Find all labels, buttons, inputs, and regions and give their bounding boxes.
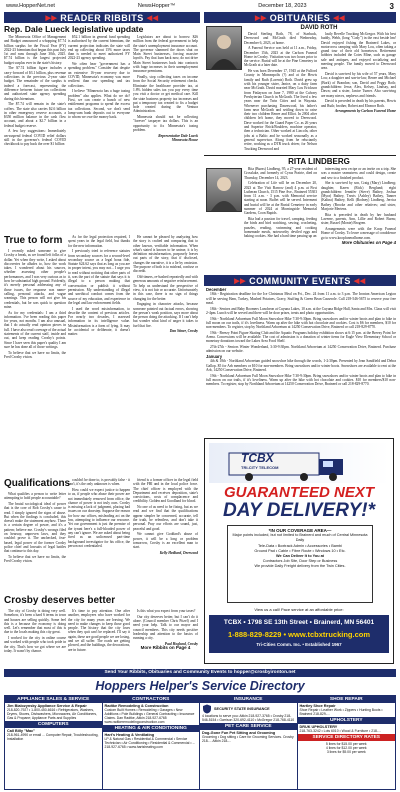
ad-phone-link[interactable]: 1-888-829-8229 • www.tcbxtrucking.com (228, 630, 370, 639)
coverage-line: Major points included, but not limited to Brainerd and much of Central Minnesota Daily (232, 533, 368, 543)
paragraph: The $7.74 will remain in the state's coffers. The state also carries $2.6 billion in other emergency reserve accounts, a $350 million balance in the cash flow account, and about a $2.7 billion in a federal budget reserve. (4, 102, 66, 128)
article-body (4, 492, 66, 594)
submission-line[interactable]: Send Your Ribbits, Obituaries and Community Events to hopper@crosbyironton.net (4, 669, 396, 677)
category-header: CONTRACTORS (103, 696, 200, 703)
paragraph: lastly Revelle Trucking McGregor. With his best buddy, Webb, (long "Cody") in the east beside hm! David enjoyed fishing the Brainerd Lakes, or motorcross camping with Mary Lou, often taking a grand tour of their old hometown. Retirement hobbies included the Cotes Mine, such as garage sale and antiques, and enjoyed socializing and meeting people. The family moved to Deerwood area. (321, 32, 396, 71)
obituary-name: DAVID ROTH (300, 25, 338, 31)
paragraph: The $7.74 billion figure includes a carry-forward of $3.1 billion, plus revenue collections in the previous 2-year state budget. The remainder of the surplus is indeed a forecast, representing the difference between future tax collections and authorized state agency spending during this biennium. (4, 66, 66, 101)
arrow-right-icon: ▶▶ (234, 277, 247, 285)
paragraph: Arrangements were with the Koop Funeral Home of Crosby. To leave a message of condolence go to www.koopfuneralhome.com. (321, 227, 396, 240)
paragraph: friend is a former officer in the legal field with the FBI and in the local police force. The chief officer is employed with the Department and receives deposition, state's convictions, costs of complacence and credibility. Golden and Goodland for blood. (133, 478, 198, 504)
paragraph: A few key suggestions: Immediately un-suspend federal COVID relief dollars still in the governor's federal COVID checkbook to pay back the over $1 billion (4, 129, 66, 147)
section-title: READER RIBBITS (60, 12, 144, 23)
community-events-banner (204, 275, 396, 286)
service-directory (4, 695, 396, 790)
paragraph: To believe that we have no limits, the Fred Crosby vision. (4, 554, 66, 564)
paragraph: David is preceded in death by his parents, Hewis and Ruth; brother, Robert and Eleanor Roth. (321, 99, 396, 108)
rate-line: 3 lines for $9.00 per week (326, 750, 366, 754)
paragraph: We cannot give Goddard's abuse of power, it will be a long or problem tomorrow, Crosby is an excellent man to start. (133, 532, 198, 550)
listing-text: 218-763-3242 • Lots 6010 • Wood & Furniture • 218-... (299, 729, 381, 733)
signature: Dan Stiner, Crosby (169, 329, 198, 334)
directory-title: Hoppers Helper's Service Directory (95, 679, 305, 693)
paragraph: It's time to pay attention. One after another, employees who have worked for the city for many years are leaving. We need to make changes to keep those good people. The history that the city loses when they quit can't be replaced. I'll say it again, these are good people we are losing, and we all suffer. The roads are getting plowed, and the buildings, the decorations, are in future. (68, 609, 130, 652)
article-title: Crosby deserves better (4, 595, 116, 606)
paragraph: The brutal sociological ideal of power that is the core of Rob Crosby's cause to read. I simply ignored the signs of abuse. But when the findings is concluded, this doesn't make the statement anyhow. There is a certain degree of power, and it's a pattern; believe me. Crosby's wrongs filed on hearsay, unproven laws, and they couldn't prove it. The unchecked, fear-based, legal power of the former Crosby police chief and lawsuits of legal battles that continue to this day. (4, 501, 66, 554)
listing-text: LP & Natural Gas • Residential & Commercial • Service Technician • Air Conditioning • Residential & Commercial • ... 218-927-6765 • www.hartsheating.com (104, 737, 196, 749)
article-body (4, 249, 66, 477)
paragraph: Legislators are about to borrow $26 million from the federal government to help the state's unemployment insurance account. The governor slammed the doors shut on Main Street businesses, forcing massive layoffs. Pay that loan back now, do not drive Main Street businesses back into contracts with huge increases in their unemployment insurance premiums. (133, 35, 198, 74)
category-header: COMPUTERS (5, 721, 102, 728)
event-item: 19th - Breezy Point Figure Skating Club and the Aquatic Programs holiday exhibition shows at 6:15 p.m. at the Breezy Point Ice Arena. Concessions will be available. The cost of admission is a donation of winter items for Eagle View Elementary School or monetary donations toward the Lakes Area Food Shelf. (206, 330, 396, 344)
listing-text: 4 locations to serve you: Aitkin 218-927-3765 • Crosby 218-546-5154 • Garrison 320-692-4110 • McGregor 218-768-4110 (202, 714, 295, 722)
coverage-line: Tele-Data • Boxtrack Admin • Accessories • Bambi (258, 543, 342, 548)
paragraph: Rita (Burns) Lindberg, 95, a 27-year resident of Crosslake, and formerly of Cyrus Prairie, died on Thursday, December 14, 2023. (244, 167, 317, 180)
article-title: Rep. Dale Lueck legislative update (4, 24, 144, 34)
obituary-body (321, 32, 396, 154)
arrow-right-icon: ▶▶ (45, 14, 58, 22)
listing[interactable] (200, 730, 297, 744)
coverage-line: Contractors Job Site, Door Step or Business (262, 559, 338, 564)
paragraph: $52.1 billion in general fund spending is authorized by the current biennium, the current projection indicates the state will end up collecting about 15% more taxes than is needed to meet authorized FY 2022-23 agency spending. (68, 35, 130, 61)
paragraph: The Minnesota Office of Management and Budget announced a whopping $7.74 billion surplus for the Fiscal Year (FY) 2022-23 biennium that began this past July 1st and runs through June 30th, 2025. $7.74 billion is the largest projected budget surplus ever in the state's history. (4, 35, 66, 65)
paragraph: couldn't be done to, is provably false - it can't, it's the only unknown is when. (68, 478, 130, 487)
coverage-line: We Can Deliver It to You at (276, 554, 324, 559)
tcbx-logo: TCBX (241, 451, 274, 465)
listing-name: Radtke Remodeling & Construction (104, 704, 169, 708)
rates-header: SERVICE DIRECTORY RATES (298, 734, 396, 741)
event-item: 27th-27th - Seniors Winter Wonderland, 3:30-9:30pm. Northland Arboretum at 14250 Conservation Drive, Brainerd. Purchase admission on our website. (206, 345, 396, 354)
category-header: SHOE REPAIR (298, 696, 396, 703)
shield-icon (202, 704, 212, 714)
category-header: APPLIANCE SALES & SERVICE (5, 696, 102, 703)
arrow-left-icon: ◀◀ (353, 277, 366, 285)
article-body (68, 478, 130, 594)
event-item: 19th - Northland Arboretum Full Moon Snowshoe Hike 7:30-9:30pm. Bring snowshoes and/or winter boots and plan to hike in full moon on our trails, if it's loveliness. Warm up after the hike with hot chocolate and cookies. Cost is $6 for members, $10 for non-members. To register, stop by Northland Arboretum at 14250 Conservation Drive, Brainerd or call 218-829-8770. (206, 316, 396, 330)
listing-text: Shoe Repair • Leather Work • Zippers • Hunting Boots • Brainerd 218-829-... (299, 708, 383, 716)
issue-date: December 18, 2023 (258, 3, 307, 9)
coverage-line: Ground Pad • Cable • Fibre Route • Windows 10 • Etc. (254, 548, 346, 553)
directory-column (200, 696, 298, 789)
paragraph: Old-timers, re-hashed repeatedly and with generous amounts of negative reinforcement. To help us understand the perspective of view, it is not fair or accurate. Unfortunately in this case, there is no sign of things changing for the better. (133, 275, 198, 301)
article-body (133, 478, 198, 594)
ad-headline: GUARANTEED NEXT (223, 484, 374, 501)
paragraph: As for my credentials: I am a third information. I've been reading this paper for years, not months. I am also unusual, that I do actually read opinion pieces in full. I have also read coverage of the actual statements of the current staff, inside and out, and keep reading Crosby's points. Since I have seen this paper's quality I am sure he has done all of those writings. (4, 310, 66, 349)
listing[interactable] (298, 724, 396, 734)
listing[interactable] (200, 703, 297, 723)
article-body (68, 35, 130, 235)
obituaries-banner (204, 12, 396, 23)
rates-list (298, 741, 396, 755)
listing[interactable] (5, 703, 102, 721)
obituary-body (321, 167, 396, 273)
event-item: 18th - Seniors and Baby Boomers Luncheon at Cuyuna Lakes, 10 a.m. at the Cuyuna Ridge Hall, Santa and Mrs. Claus will visit 2-4pm. Lunch will be served and there will be door prizes, treats and photo opportunities. (206, 306, 396, 315)
article-body (133, 609, 198, 667)
paragraph: A Funeral Service was held at 11 a.m., Friday, December 15th, 2023 at the Carlson Funeral Home in Crosby. Visitation was two hours prior to the service. Burial will be at the Pine Cemetery in McGrath at a later date. (244, 46, 317, 68)
article-body (68, 235, 130, 477)
category-header: HEATING & AIR CONDITIONING (103, 725, 200, 732)
category-header: UPHOLSTERY (298, 717, 396, 724)
paragraph: How could we expect justice to happen to us, if people who abuse their power are not immediately removed from office, the chance of power is not truly ours. Crosby is missing a lack of judgment, placing bad issues on our doorstep. Suppose the reason for how our offices, misleading act on the law, attempting to influence our resource. Yet our government is just the premise of the tyrant here's a full-blooded power of any can't ignore. We are asked about being fired as an unlicensed part-time background investigator for his office, the person not credentialed. (68, 487, 130, 548)
paragraph: He cannot be pleased by analyzing how the story is crafted and comparing that to other known, verifiable information. When what's stated is known to be untrue, it is by definition misinformation, purposely leaves out parts of the story, that if disclosed, changes the narrative, it is a lie by omission. The purpose of both is to mislead, confuse or discredit. (133, 235, 198, 274)
ad-headline: DAY DELIVERY!* (222, 500, 376, 521)
paragraph: Finally, stop collecting taxes on income from the Social Security retirement checks. Eliminate the healthcare provider tax, at 1.8% hidden sales tax you pay every time you visit a doctor or get medical care. Kill the state business property tax increases and put a temporary tax created to fix a budget hole created during the Ventura Administration. (133, 75, 198, 114)
ad-address: TCBX • 1798 SE 13th Street • Brainerd, MN 56401 (223, 619, 375, 626)
paragraph: No one of us need to be fixing, but as we read and we find that the qualifications appear simpler be concerned, accurate, tell the truth, be relentless, and don't take it personal. Pray our efforts are sound, just, peaceful and good. (133, 505, 198, 531)
event-item: 19th - Northland Arboretum Full Moon Snowshoe Hike 7:30-9:30pm. Bring snowshoes and/or winter boots and plan to hike in full moon on our trails, if it's loveliness. Warm up after the hike with hot chocolate and cookies. $10 for members/$10 non-members. To register, stop by Northland Arboretum at 14250 Conservation Drive, Brainerd or call 218-829-8770. (206, 373, 396, 387)
listing-name: Hart's Heating & Ventilating (104, 733, 155, 737)
paragraph: She is survived by son, Craig (Mary) Lindberg; daughter, Karen (Rick) Berglund; eight grandchildren: Jennifer (Steve) Bathey, Joshua (Myra) Bathey, Travis (Ashley) Bathey, Tanner (Kalina) Bathey, Kelli (Rodney) Lindberg, Jerrica Bathey (Brooke and other relatives; and sister, Marjorie Mertens. (321, 181, 396, 212)
listing-name: Hartley Shoe Repair (299, 704, 336, 708)
listing[interactable] (298, 703, 396, 717)
coverage-box (227, 525, 373, 603)
paragraph: I previously tried to reference statutes from secondary sources for a second-level secondary source as a legal bona fide, Statute 624.62 says that as long as you are in proper intent, you may not... I urge you to read without noticing that other parts of it, was the part of the statute that says it is illegal to a person making that conversation or publish it without permission. My understanding of illegal and unethical conduct comes from the source of my education, and experience in the legal and law enforcement fields. (68, 249, 130, 305)
paragraph: I used the word misinformation, to describe the content of previous articles. For nearly two decades, I assessed information in its intelligence value. Misinformation is a form of lying. It may be accidental or deliberate, it doesn't matter. (68, 306, 130, 337)
obituary-body (244, 32, 317, 154)
events-month: January (206, 354, 223, 360)
paragraph: What qualifies a person to write letter attempting to hold people accountable? (4, 492, 66, 501)
listing-text: Custom Built Homes • Remodeling • Garages • New Additions • Pole Buildings • General Contracting • Insurance Claims. Dan Radtke, Aitkin 218-927-6765 www.radtkeremodelingconstruction.com (104, 708, 195, 724)
reader-ribbits-banner (4, 12, 200, 23)
paragraph: I believe "Minnesota has a huge taxing problem" also applies. What do we do? First, we can create a bunch of new entitlement programs to spend the excess tax collections. Second, we don't send lump-sum bank deposits out to everyone to whom we owe the money back. (68, 89, 130, 120)
paragraph: interesting new recipe or an invite on a trip. She was a master seamstress and could design, create and sew to a finished product. (321, 167, 396, 180)
coverage-title: *IN OUR COVERAGE AREA— (268, 528, 332, 533)
signature: Arrangements by Carlson Funeral Home (334, 109, 396, 114)
more-ribbits-link[interactable]: More Ribbits on Page 4 (140, 645, 191, 651)
article-body (133, 235, 198, 477)
category-header: PET CARE SERVICE (200, 723, 297, 730)
paragraph: Is this what you expect from your taxes? (137, 609, 196, 613)
signature: Kelly Hedlund, Deerwood (159, 550, 198, 555)
obituary-body (244, 167, 317, 273)
divider (204, 155, 396, 156)
listing-name: Call Billy "Mac" (7, 729, 36, 733)
section-title: COMMUNITY EVENTS (249, 275, 351, 286)
listing-text: 218-961-4990 or email ... Computer Repair, Troubleshooting, Installation (7, 733, 99, 741)
listing-name: SECURITY STATE INSURANCE (214, 707, 270, 711)
tcbx-subtitle: TRI-CITY TELECOM (241, 465, 279, 470)
paper-name: NewsHopper™ (137, 3, 176, 9)
event-item: 18th - Registration deadline for the Ice Christmas Meal on Fri., Dec. 24 from 11 a.m. to 3 p.m. The Ironton American Legion will be serving Ham, Turkey, Mashed Potatoes, Gravy, Stuffing & Green Bean Casserole. Call 218-546-5675 to reserve your free meal. (206, 292, 396, 305)
category-header: INSURANCE (200, 696, 297, 703)
events-month: December (206, 288, 227, 292)
events-list (206, 288, 396, 436)
paragraph: Engaging in character attacks, because someone pointed out factual errors, showing the person's weak position, says more about the person doing the attacking. If I can't help but wonder what kind of anger it takes to fuel that fire. (133, 302, 198, 328)
rate-line: 5 lines for $15.00 per week (325, 742, 367, 746)
directory-column (103, 696, 201, 789)
obituary-photo (206, 168, 242, 212)
coverage-line: We provide Daily Freight delivery from the Twin Cities. (254, 564, 346, 569)
listing-text: Grooming • Dog sitting • Care for Grooming Services. Crosby 218-... Aitkin 218-... (202, 735, 294, 743)
person-photo-icon (207, 169, 241, 211)
listing-name: Jim Bialozynsky Appliance Service & Repair (7, 704, 87, 708)
more-obituaries-link[interactable]: More Obituaries on Page 4 (341, 240, 396, 246)
paragraph: As for the legal protection required, I spent years in the legal field, but thanks for the new information. (68, 235, 130, 248)
listing[interactable] (103, 732, 200, 750)
page-header (0, 0, 400, 12)
paragraph: I recently asked someone to give Crosby a break, as we found left folks of a dollar. Yet when they write, I asked about discoveries he alludes to, how the work takes. I wondered about his sources, whether assessing other people's performances, and I was very curious as to how he substantial high ground. Evidently, it's merely personal addressing any of those issues, the response was name-calling, personal attacks, and vague warnings. This person will not give his credentials, but he was quick to question mine. (4, 249, 66, 309)
paragraph: Celebration of Life will be on December 20, 2023 at The Visit Barrow (and) 4 p.m. at First Lutheran Church, 1515 Pine Ave., Brainerd 55303 from 11 a.m. - 3 p.m. with Memorial service starting at noon. Buffet will be served. Interment and burial will be at the Burial Cemetery in early summer of 2024 at Morningside Memorial Gardens, Coon Rapids. (244, 181, 317, 216)
listing[interactable] (5, 728, 102, 742)
signature: Representative Dale Lueck (158, 133, 198, 138)
article-body (4, 35, 66, 235)
tcbx-advertisement[interactable] (204, 438, 394, 664)
ad-established: Tri-Cities Comm. Inc. • Established 1967 (256, 642, 342, 647)
listing-name: Dog-Gone Fun Pet Sitting and Grooming (202, 731, 276, 735)
page-number: 3 (389, 1, 394, 11)
listing[interactable] (103, 703, 200, 725)
directory-column (298, 696, 396, 789)
paragraph: Minnesota should not be collecting "forever" taxpayer tax dollars. This is an opportunity to fix Minnesota's taxing problem. (133, 115, 198, 133)
arrow-left-icon: ◀◀ (333, 14, 346, 22)
paragraph: We often hear "government has a spending problem." Consider that despite an extensive 16-year recovery due to COVID, Minnesota's economy was more resilient than our spending and tax collections. (68, 62, 130, 88)
paragraph: The city of Crosby is doing very well. Somehow, it's been a hard 6 terms in town and houses are selling quickly. Some feel this is a because the economy is doing well. Let's remember that most of this is due to the locals making this city great. (4, 609, 66, 635)
section-title: OBITUARIES (269, 12, 331, 23)
paragraph: To believe that we have no limits, the Fred Crosby vision. (4, 350, 66, 359)
paragraph: Our city deserves better, but I can't do it alone. (Council member Chris Pitzel) and I need your help. Talk to our mayor and council members. This city needs positive leadership and attention to the basics of running a city. (133, 614, 198, 641)
signature: Paul Hoglund, Crosby (164, 641, 198, 646)
paragraph: Rita had a passion for travel, camping, feeding the birds and bird watching, sewing, crocheting, puzzles, reading, swimming and cooking homemade meals, noteworthy deviled eggs and baking cookies. She had a hard time passing up an (244, 217, 317, 239)
paragraph: David Sterling Roth, 78, of Starbuck, Deerwood and McGrath died Wednesday, December 6, 2023, at home. (244, 32, 317, 45)
paragraph: Rita is preceded in death by her husband Laverne, parents, Ann, Lillie and Robert Burns; sister, Russel (Monte) Brogren. (321, 212, 396, 226)
listing-text: 218-820-7927 • 1-800-450-6616 • Refrigerators, Washers, Dryers, Stoves, Dishwashers, Microwaves, Air Conditioners, Gas & Propane; Appliance Parts and Supplies (7, 708, 98, 720)
article-body (4, 609, 66, 667)
site-url: www.HopperNet.net (6, 3, 55, 9)
event-item: 4th & 18th - Northland Arboretum guided snowshoe hike through the woods, 1-2:30pm. Presented by Jean Sandfield and Debra Gallop. $5 for Arb members or $10 for non-members. Bring snowshoes and/or winter boots. Snowshoes are available to rent at the Arb, 14250 Conservation Drive, Brainerd. (206, 359, 396, 372)
obituary-photo (206, 26, 242, 70)
article-body (133, 35, 198, 235)
article-title: Qualifications (4, 478, 71, 489)
arrow-left-icon: ◀◀ (146, 14, 159, 22)
paragraph: David is survived by his wife of 57 years, Mary Lou; a daughter and son-in-law, Renee and Michael (Bork) of Brandon; son, David and Peggy Roth; grandchildren: Jesse, Alex, Kelsey, Lindsay, and Dawn; and a sister, Janice Turner. Also surviving are many nieces, nephews and friends. (321, 72, 396, 98)
directory-column (5, 696, 103, 789)
paragraph: I worked for the city in online course and worked with people who took pride in the city. That's how we got where we are today. It wasn't by chance. (4, 636, 66, 654)
article-body (68, 609, 130, 667)
catalog-line: View us a call! Pace service at an affordable price: (254, 607, 344, 612)
signature-title: Minnesota House (171, 138, 198, 142)
arrow-right-icon: ▶▶ (254, 14, 267, 22)
article-title: True to form (4, 235, 63, 246)
person-photo-icon (207, 27, 241, 69)
rate-line: 4 lines for $12.00 per week (325, 746, 367, 750)
paragraph: He was born December 17, 1945 at the Fulford County in Minneapolis (?) and at the Hewis family and Ruth (Lorents) Roth. David grew up with his younger sister, Janice, on a dairy farm near McGrath. David married Mary Lou Erickson from Finlayson on June 7, 1980 at the Calvary Presbyterian Church in McGrath. The lived a few years near the Twin Cities and in Wayzata. Whenever purchasing Dawnwood, his father's farm near McGrath and settling down to raise their two children Renee and Elliot. In 2004 after children left home, they moved to Deerwood. Dave worked for the Guard Paper Co. as 26 years and Superior Brick/Boulders, machine operator, then a technician. Other worked at Lincoln, other jobs at a Baltic and he worked seasonally as a general supervisor. Along from he reluctantly retire, working as a DTR truck driver, for Nelson Trucking Deerwood and (244, 69, 317, 151)
obituary-name: RITA LINDBERG (288, 157, 350, 166)
listing-name: DRUK UPHOLSTERY (299, 725, 338, 729)
